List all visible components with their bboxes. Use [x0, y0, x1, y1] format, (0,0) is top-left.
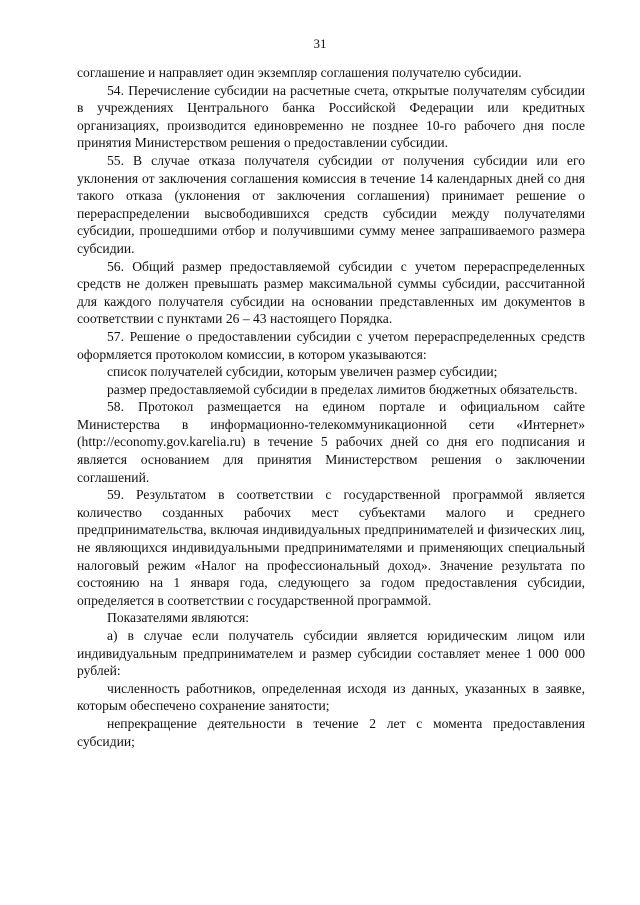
paragraph-56: 56. Общий размер предоставляемой субсидии с учетом перераспределенных средств не должен превышать размер максимальной суммы субсидии, рассчитанной для каждого получателя субсидии на основании представленных им документов в соответствии с пунктами 26 – 43 настоящего Порядка. [77, 258, 585, 327]
paragraph-57: 57. Решение о предоставлении субсидии с учетом перераспределенных средств оформляется протоколом комиссии, в котором указываются: [77, 328, 585, 362]
document-body [77, 64, 585, 750]
paragraph-59: 59. Результатом в соответствии с государственной программой является количество созданных рабочих мест субъектами малого и среднего предпринимательства, включая индивидуальных предпринимателей и физических лиц, не являющихся индивидуальными предпринимателями и применяющих специальный налоговый режим «Налог на профессиональный доход». Значение результата по состоянию на 1 января года, следующего за годом предоставления субсидии, определяется в соответствии с государственной программой. [77, 487, 585, 608]
paragraph-54: 54. Перечисление субсидии на расчетные счета, открытые получателям субсидии в учреждениях Центрального банка Российской Федерации или кредитных организациях, производится единовременно не позднее 10-го рабочего дня после принятия Министерством решения о предоставлении субсидии. [77, 82, 585, 151]
paragraph-55: 55. В случае отказа получателя субсидии от получения субсидии или его уклонения от заключения соглашения комиссия в течение 14 календарных дней со дня такого отказа (уклонения от заключения соглашения) принимает решение о перераспределении высвободившихся средств субсидии между получателями субсидии, прошедшими отбор и получившими сумму менее запрашиваемого размера субсидии. [77, 152, 585, 256]
paragraph-57-item-list: список получателей субсидии, которым увеличен размер субсидии; [107, 364, 498, 380]
indicator-a-continuity: непрекращение деятельности в течение 2 лет с момента предоставления субсидии; [77, 715, 585, 749]
page-number: 31 [313, 36, 327, 51]
paragraph-57-item-amount: размер предоставляемой субсидии в пределах лимитов бюджетных обязательств. [107, 381, 578, 397]
paragraph-58: 58. Протокол размещается на едином портале и официальном сайте Министерства в информационно-телекоммуникационной сети «Интернет» (http://economy.gov.karelia.ru) в течение 5 рабочих дней со дня его подписания и является основанием для принятия Министерством решения о заключении соглашений. [77, 399, 585, 485]
indicator-a-employees: численность работников, определенная исходя из данных, указанных в заявке, которым обеспечено сохранение занятости; [77, 680, 585, 714]
indicator-a: а) в случае если получатель субсидии является юридическим лицом или индивидуальным предпринимателем и размер субсидии составляет менее 1 000 000 рублей: [77, 628, 585, 679]
paragraph-continuation: соглашение и направляет один экземпляр соглашения получателю субсидии. [77, 65, 522, 80]
indicators-heading: Показателями являются: [107, 610, 250, 626]
